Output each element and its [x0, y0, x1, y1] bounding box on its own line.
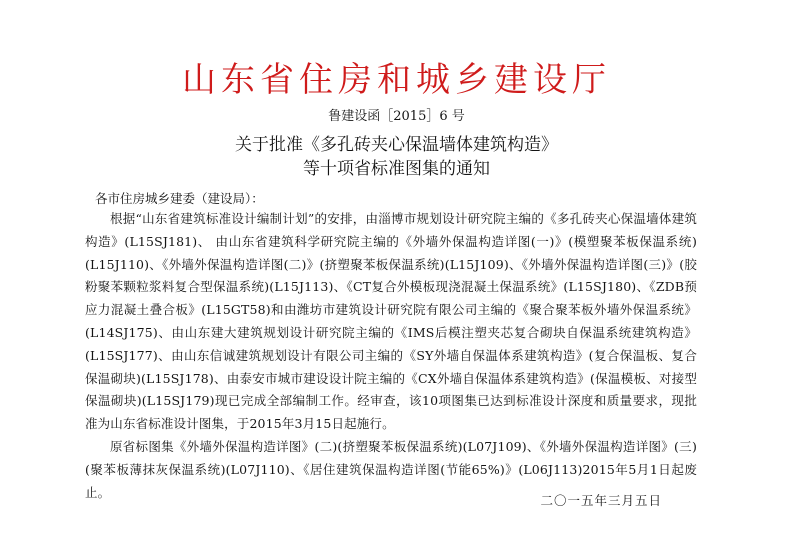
body-paragraph-2: 原省标图集《外墙外保温构造详图》(二)(挤塑聚苯板保温系统)(L07J109)、《外墙外保温构造详图》(三)(聚苯板薄抹灰保温系统)(L07J110)、《居住建筑保温构造详图(节能65%)》(L06J113)2015年5月1日起废止。 [85, 438, 697, 500]
document-number: 鲁建设函［2015］6 号 [328, 109, 465, 124]
addressee: 各市住房城乡建委（建设局）： [95, 191, 264, 206]
agency-header: 山东省住房和城乡建设厅 [182, 60, 611, 100]
notice-title-line-1: 关于批准《多孔砖夹心保温墙体建筑构造》 [235, 135, 558, 155]
notice-title-line-2: 等十项省标准图集的通知 [303, 159, 490, 179]
body-paragraph-1: 根据“山东省建筑标准设计编制计划”的安排，由淄博市规划设计研究院主编的《多孔砖夹心保温墙体建筑构造》(L15SJ181)、 由山东省建筑科学研究院主编的《外墙外保温构造详图(一)》(模塑聚苯板保温系统)(L15J110)、《外墙外保温构造详图(二)》(挤塑聚苯板保温系统)(L15J109)、《外墙外保温构造详图(三)》(胶粉聚苯颗粒浆料复合型保温系统)(L15J113)、《CT复合外模板现浇混凝土保温系统》(L15SJ180)、《ZDB预应力混凝土叠合板》(L15GT58)和由潍坊市建筑设计研究院有限公司主编的《聚合聚苯板外墙外保温系统》(L14SJ175)、由山东建大建筑规划设计研究院主编的《IMS后模注塑夹芯复合砌块自保温系统建筑构造》(L15SJ177)、由山东信诚建筑规划设计有限公司主编的《SY外墙自保温体系建筑构造》(复合保温板、复合保温砌块)(L15SJ178)、由泰安市城市建设设计院主编的《CX外墙自保温体系建筑构造》(保温模板、对接型保温砌块)(L15SJ179)现已完成全部编制工作。经审查，该10项图集已达到标准设计深度和质量要求，现批准为山东省标准设计图集，于2015年3月15日起施行。 [85, 211, 697, 432]
notice-title [0, 133, 793, 181]
notice-body [85, 208, 697, 504]
issue-date: 二〇一五年三月五日 [540, 493, 662, 508]
